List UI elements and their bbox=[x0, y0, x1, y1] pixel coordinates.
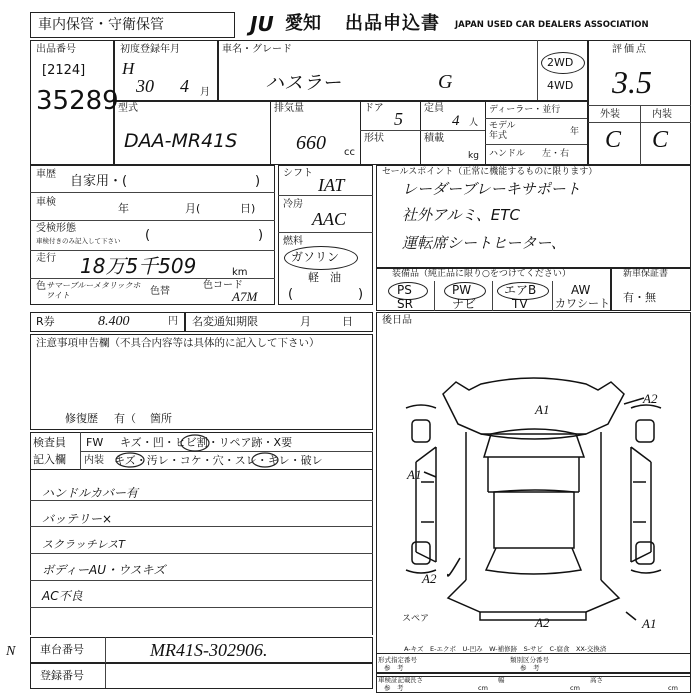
car-damage-diagram bbox=[376, 312, 691, 642]
interior-grade: C bbox=[652, 127, 669, 153]
registration-label: 登録番号 bbox=[40, 669, 84, 682]
sales-point-2: 社外アルミ、ETC bbox=[402, 206, 520, 224]
registration-era: H bbox=[122, 59, 135, 78]
fuel-diesel[interactable]: 軽 油 bbox=[308, 271, 341, 284]
color-code-label: 色コード bbox=[203, 280, 243, 291]
model-check-sub2: 参 考 bbox=[520, 664, 540, 672]
lot-number: 35289 bbox=[36, 86, 119, 116]
equipment-kawa-seat[interactable]: カワシート bbox=[555, 297, 610, 310]
displacement-value: 660 bbox=[296, 132, 326, 154]
lot-label: 出品番号 bbox=[36, 44, 76, 55]
exterior-label: 外装 bbox=[600, 109, 620, 120]
aircon-label: 冷房 bbox=[283, 199, 303, 210]
damage-mark-a2-rear: A2 bbox=[535, 615, 550, 630]
equipment-aw[interactable]: AW bbox=[571, 283, 591, 297]
chassis-number: MR41S-302906. bbox=[150, 640, 268, 660]
equipment-ps[interactable]: PS bbox=[397, 283, 412, 297]
inspector-row1-items: キズ・凹・ヒビ割・リペア跡・X要 bbox=[120, 436, 293, 449]
damage-mark-a2-front-right: A2 bbox=[643, 391, 658, 406]
association-name: JAPAN USED CAR DEALERS ASSOCIATION bbox=[455, 20, 649, 30]
size-length: 長さ bbox=[410, 676, 423, 684]
model-grade: G bbox=[438, 71, 453, 93]
load-unit: kg bbox=[468, 151, 479, 161]
damage-mark-a1-left: A1 bbox=[407, 467, 422, 482]
inspection-form-close: ) bbox=[258, 228, 264, 243]
registration-year: 30 bbox=[136, 76, 154, 96]
dealer-model-label2: 年式 bbox=[489, 131, 508, 141]
shape-label: 形状 bbox=[364, 133, 384, 144]
color-label: 色 bbox=[36, 281, 46, 292]
fuel-gasoline[interactable]: ガソリン bbox=[291, 250, 340, 264]
displacement-unit: cc bbox=[344, 147, 355, 158]
history-value: 自家用・( bbox=[70, 174, 128, 189]
chassis-label: 車台番号 bbox=[40, 643, 84, 656]
mileage-value: 18万5千509 bbox=[80, 254, 197, 278]
size-height-unit: cm bbox=[668, 684, 678, 692]
size-check-box bbox=[376, 673, 691, 693]
exterior-grade: C bbox=[605, 127, 622, 153]
doors-value: 5 bbox=[394, 109, 403, 129]
inspection-form-note: 車検付きのみ記入して下さい bbox=[36, 237, 121, 245]
notes-label: 注意事項申告欄（不具合内容等は具体的に記入して下さい） bbox=[36, 337, 320, 349]
history-label: 車歴 bbox=[36, 169, 56, 180]
size-length-unit: cm bbox=[478, 684, 488, 692]
inspector-interior: 内装 bbox=[84, 455, 104, 466]
registration-month: 4 bbox=[180, 76, 189, 96]
dealer-year-unit: 年 bbox=[570, 127, 580, 137]
dealer-model-label: モデル bbox=[489, 121, 516, 131]
inspector-label-1: 検査員 bbox=[33, 436, 66, 449]
damage-mark-a1-hood: A1 bbox=[535, 402, 550, 417]
equipment-label: 装備品（純正品に限り○をつけてください） bbox=[392, 269, 571, 279]
first-registration-label: 初度登録年月 bbox=[120, 44, 180, 55]
fuel-label: 燃料 bbox=[283, 236, 303, 247]
equipment-airbag[interactable]: エアB bbox=[504, 283, 537, 297]
model-label: 車名・グレード bbox=[222, 44, 292, 55]
name-change-day: 日 bbox=[342, 315, 353, 328]
color-code: A7M bbox=[232, 289, 258, 304]
form-title: 出品申込書 bbox=[345, 13, 440, 34]
model-check-label2: 類別区分番号 bbox=[510, 656, 549, 664]
size-check-label: 車検証記載 bbox=[378, 676, 411, 684]
color-value: サマーブルーメタリックホワイト bbox=[46, 281, 141, 300]
size-check-sub: 参 考 bbox=[384, 684, 404, 692]
shift-label: シフト bbox=[283, 168, 313, 179]
name-change-month: 月 bbox=[300, 315, 311, 328]
inspection-month-unit: 月( bbox=[185, 202, 201, 215]
recycle-unit: 円 bbox=[168, 316, 178, 327]
doors-label: ドア bbox=[364, 103, 384, 114]
sales-point-3: 運転席シートヒーター、 bbox=[402, 234, 566, 252]
dealer-label: ディーラー・並行 bbox=[489, 105, 561, 115]
inspection-form-open: ( bbox=[145, 228, 151, 243]
fuel-open: ( bbox=[288, 287, 294, 302]
margin-mark: N bbox=[6, 644, 16, 659]
spare-label: スペア bbox=[402, 614, 430, 624]
inspector-row2-items: キズ・汚レ・コケ・穴・スレ・キレ・破レ bbox=[114, 454, 323, 467]
load-label: 積載 bbox=[424, 133, 444, 144]
size-width: 幅 bbox=[498, 676, 505, 684]
inspector-marks bbox=[30, 432, 373, 470]
capacity-value: 4 bbox=[452, 113, 460, 129]
drive-2wd[interactable]: 2WD bbox=[547, 56, 574, 69]
after-date-label: 後日品 bbox=[382, 315, 412, 326]
warranty-options[interactable]: 有・無 bbox=[623, 291, 656, 304]
comment-5: AC不良 bbox=[42, 589, 83, 603]
model-check-sub: 参 考 bbox=[384, 664, 404, 672]
history-close: ) bbox=[255, 174, 261, 189]
size-width-unit: cm bbox=[570, 684, 580, 692]
inspector-label-2: 記入欄 bbox=[33, 453, 66, 466]
size-height: 高さ bbox=[590, 676, 603, 684]
capacity-label: 定員 bbox=[424, 103, 444, 114]
capacity-unit: 人 bbox=[469, 118, 479, 128]
mileage-unit: km bbox=[232, 267, 248, 278]
damage-legend: A-キズ E-エクボ U-凹み W-補修跡 S-サビ C-腐食 XX-交換済 bbox=[404, 645, 607, 653]
interior-label: 内装 bbox=[652, 109, 672, 120]
comment-3: スクラッチレスT bbox=[42, 538, 125, 551]
recycle-value: 8.400 bbox=[98, 314, 130, 329]
lot-sub-number: [2124] bbox=[42, 63, 86, 78]
inspection-year-unit: 年 bbox=[118, 202, 129, 215]
model-name: ハスラー bbox=[265, 72, 342, 94]
inspection-form-label: 受検形態 bbox=[36, 223, 76, 234]
logo-text: 愛知 bbox=[285, 13, 321, 34]
storage-note: 車内保管・守衛保管 bbox=[38, 17, 164, 33]
handle-options: 左・右 bbox=[542, 149, 570, 159]
sales-point-1: レーダーブレーキサポート bbox=[402, 180, 581, 198]
shift-value: IAT bbox=[318, 175, 345, 195]
equipment-sr[interactable]: SR bbox=[397, 297, 413, 311]
repair-sub: 箇所 bbox=[150, 412, 172, 425]
repair-value: 有（ bbox=[114, 412, 136, 425]
registration-month-unit: 月 bbox=[200, 87, 210, 98]
sales-points-label: セールスポイント（正常に機能するものに限ります） bbox=[382, 167, 598, 177]
model-check-label: 形式指定番号 bbox=[378, 656, 417, 664]
repair-label: 修復歴 bbox=[65, 412, 98, 425]
equipment-tv[interactable]: TV bbox=[512, 297, 528, 311]
type-label: 型式 bbox=[118, 103, 138, 114]
equipment-pw[interactable]: PW bbox=[452, 283, 472, 297]
type-value: DAA-MR41S bbox=[124, 130, 238, 152]
damage-mark-a2-rear-left: A2 bbox=[422, 571, 437, 586]
recycle-label: R券 bbox=[36, 315, 55, 328]
name-change-label: 名変通知期限 bbox=[192, 315, 258, 328]
warranty-label: 新車保証書 bbox=[623, 269, 669, 279]
grade-score-label: 評価点 bbox=[612, 44, 648, 55]
fuel-close: ) bbox=[358, 287, 364, 302]
comment-2: バッテリー× bbox=[42, 512, 113, 526]
inspector-fw: FW bbox=[86, 436, 104, 449]
damage-mark-a1-rear-right: A1 bbox=[642, 616, 657, 631]
displacement-label: 排気量 bbox=[274, 103, 304, 114]
drive-4wd[interactable]: 4WD bbox=[547, 79, 574, 92]
comment-1: ハンドルカバー有 bbox=[42, 486, 139, 500]
aircon-value: AAC bbox=[312, 209, 346, 229]
grade-score: 3.5 bbox=[612, 64, 652, 100]
inspection-label: 車検 bbox=[36, 197, 56, 208]
mileage-label: 走行 bbox=[36, 253, 56, 264]
inspection-day-unit: 日) bbox=[240, 202, 256, 215]
handle-label: ハンドル bbox=[489, 149, 526, 159]
comment-4: ボディーAU・ウスキズ bbox=[42, 563, 166, 577]
ju-logo: JU bbox=[250, 12, 274, 36]
color-repaint-label: 色替 bbox=[150, 286, 170, 297]
equipment-navi[interactable]: ナビ bbox=[452, 297, 477, 311]
